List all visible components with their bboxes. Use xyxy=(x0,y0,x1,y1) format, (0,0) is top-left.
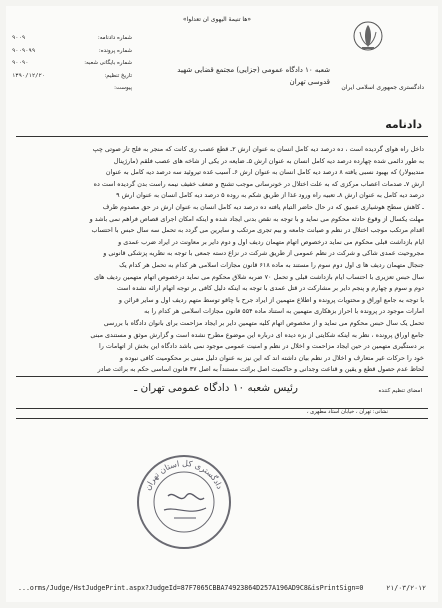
meta-label: شماره پرونده: xyxy=(98,47,132,54)
body-line: امارات موجود در پرونده با احراز بزهکاری متهمین به استناد ماده ۵۵۴ قانون مجازات اسلامی هر کدام را به xyxy=(144,307,424,316)
body-line: جنجال متهمان ردیف ها ی اول دوم سوم را مستند به ماده ۶۱۸ قانون مجازات اسلامی هر کدام به تحمل هر کدام یک xyxy=(119,260,424,269)
meta-row xyxy=(12,57,132,70)
judge-signature: رئیس شعبه ۱۰ دادگاه عمومی تهران ـ xyxy=(134,382,298,394)
court-branch-line: قدوسی تهران xyxy=(289,78,330,86)
signature-block xyxy=(16,378,428,406)
print-url: ...orms/Judge/HstJudgePrint.aspx?JudgeId=87F7065CBBA74923864D257A196AD9C8&isPrintSign=0 xyxy=(18,584,364,592)
meta-value: ۹۰۰۹ xyxy=(12,35,26,41)
divider xyxy=(16,376,428,377)
meta-value: ۹۰۰۹۰۹۹ xyxy=(12,47,36,54)
meta-row xyxy=(12,82,132,95)
meta-value: ۹۰۰۹۰ xyxy=(12,60,29,66)
official-stamp xyxy=(134,452,234,552)
body-line: مهلت یکسال از وقوع حادثه محکوم می نماید و با توجه به نقص بدنی ایجاد شده و اینکه امکان اجرای قصاص فراهم نمی باشد و xyxy=(89,214,424,223)
court-address: نشانی: تهران ، خیابان استاد مطهری ، xyxy=(306,409,388,415)
body-line: دوم و سوم و چهارم و پنجم دایر بر مشارکت در قتل عمدی با توجه به اینکه دلیل کافی بر توجه اتهام ارائه نشده است xyxy=(116,284,424,293)
divider xyxy=(16,136,428,137)
divider xyxy=(16,418,428,419)
header-verse: «ها تنیمۀ الیهوی ان تعدلوا» xyxy=(182,16,252,23)
court-branch xyxy=(170,64,330,88)
meta-row xyxy=(12,70,132,83)
body-line: با توجه به جامع اوراق و محتویات پرونده و اطلاع متهمین از ایراد جرح با چاقو توسط متهم ردیف اول و سایر قرائن و xyxy=(118,295,424,304)
body-line: ـ کاهش سطح هوشیاری عمیق که در حال حاضر التیام یافته ده درصد دیه کامل انسان به عنوان ارش در حق مصدوم ظرف xyxy=(102,202,424,211)
svg-text:دادگستری کل استان تهران: دادگستری کل استان تهران xyxy=(143,458,225,492)
document-header xyxy=(12,14,432,114)
body-line: خود را حرکات غیر متعارف و اخلال در نظم بیان داشته اند که این نیز به عنوان دلیل مبنی بر محکومیت کافی نبوده و xyxy=(119,353,424,362)
document-page xyxy=(6,6,438,602)
body-line: بر دستگیری متهمین در حین ایجاد مزاحمت و اخلال در نظم و امنیت عمومی موجود نمی باشد دادگاه این بخش از اتهامات را xyxy=(98,342,424,351)
body-line: مندیبولار) که بهبود نسبی یافته ۸ درصد دیه کامل انسان به عنوان ارش ۶ـ آسیب غده تیروئید سه درصد دیه کامل به عنوان xyxy=(105,168,424,177)
meta-label: شماره دادنامه: xyxy=(97,35,132,41)
judgment-body xyxy=(20,144,424,376)
body-line: ایام بازداشت قبلی محکوم می نماید درخصوص اتهام متهمان ردیف اول و دوم دایر بر معاونت در ایراد ضرب عمدی و xyxy=(118,237,424,246)
meta-label: شماره بایگانی شعبه: xyxy=(84,60,132,66)
signature-label: امضای تنظیم کننده xyxy=(378,388,422,394)
body-line: داخل راه هوای گردیده است ، ده درصد دیه کامل انسان به عنوان ارش ۲ـ قطع عصب ری کانت که منجر به فلج تار صوتی چپ xyxy=(92,145,424,153)
body-line: ارش ۷ـ صدمات اعصاب مرکزی که به علت اختلال در خونرسانی موجب تشنج و ضعف خفیف نیمه راست بدن گردیده است ده xyxy=(93,179,424,188)
meta-label: پیوست: xyxy=(114,85,132,91)
court-branch-line: شعبه ۱۰ دادگاه عمومی (جزایی) مجتمع قضایی شهید xyxy=(177,66,330,74)
body-line: جامع اوراق پرونده ، نظر به اینکه شکایتی از بزه دیده ای درباره این موضوع مطرح نشده است و گزارش موثق و مستندی مبنی xyxy=(90,330,424,339)
iran-emblem-icon xyxy=(352,20,384,52)
meta-row xyxy=(12,32,132,45)
body-line: به طور دائمی شده چهارده درصد دیه کامل انسان به عنوان ارش ۵ـ ضایعه در یکی از شاخه های عصب فلقم (مارژینال xyxy=(113,156,424,165)
body-line: اقدام مرتکب موجب اختلال در نظم و صیانت جامعه و بیم تجری مرتکب و سایرین می گردد به تحمل سه سال حبس با احتساب xyxy=(91,226,424,235)
case-metadata xyxy=(12,32,132,95)
meta-row xyxy=(12,45,132,58)
print-date: ۲۱/۰۳/۲۰۱۲ xyxy=(386,584,426,592)
org-name: دادگستری جمهوری اسلامی ایران xyxy=(341,84,424,91)
meta-value: ۱۳۹۰/۱۲/۲۰ xyxy=(12,72,46,79)
print-url-footer xyxy=(18,584,426,592)
body-line: مجروحیت عمدی شاکی و شرکت در نظم عمومی از طریق شرکت در نزاع دسته جمعی با توجه به نظریه پزشکی قانونی و xyxy=(103,249,424,258)
document-title: دادنامه xyxy=(385,118,422,131)
body-line: سال حبس تعزیری با احتساب ایام بازداشت قبلی و تحمل ۷۰ ضربه شلاق محکوم می نماید درخصوص اتهام متهمین ردیف های xyxy=(94,272,424,281)
body-line: تحمل یک سال حبس محکوم می نماید و از مخصوص اتهام کلیه متهمین دایر بر ایجاد مزاحمت برای بانوان دادگاه با بررسی xyxy=(103,318,424,327)
body-line: لحاظ عدم حصول قطع و یقین و قناعت وجدانی و حاکمیت اصل برائت مستنداً به اصل ۳۷ قانون اساسی حکم به برائت صادر xyxy=(97,365,424,374)
body-line: درصد دیه کامل به عنوان ارش ۸ـ تعبیه راه ورود غذا از طریق شکم به روده ۵ درصد دیه کامل انسان به عنوان ارش ۹ xyxy=(116,191,424,200)
meta-label: تاریخ تنظیم: xyxy=(104,72,132,79)
